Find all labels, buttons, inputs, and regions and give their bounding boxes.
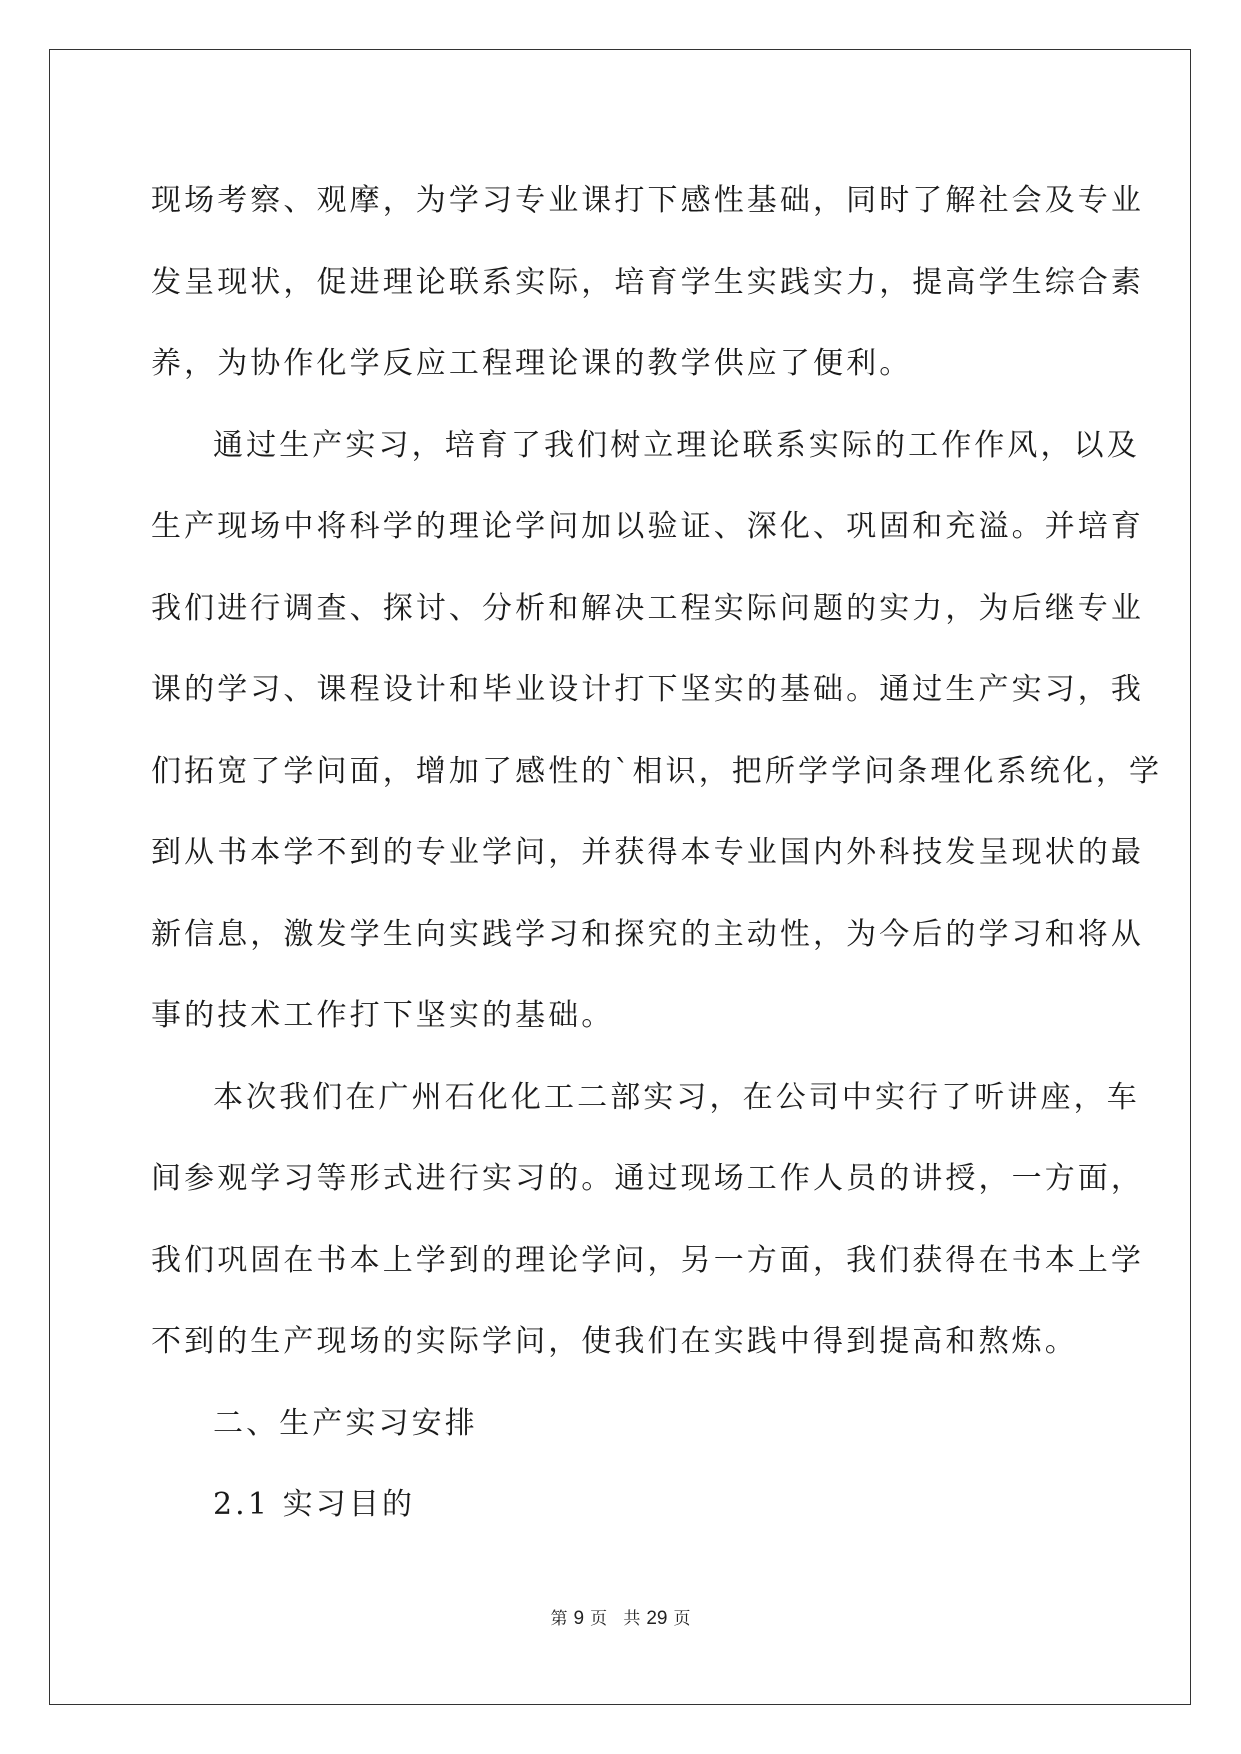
paragraph-2-line-1: 通过生产实习，培育了我们树立理论联系实际的工作作风，以及 <box>213 427 1140 463</box>
paragraph-3-line-4: 不到的生产现场的实际学问，使我们在实践中得到提高和熬炼。 <box>151 1324 1078 1359</box>
paragraph-1-line-1: 现场考察、观摩，为学习专业课打下感性基础，同时了解社会及专业 <box>151 183 1144 218</box>
paragraph-1-line-3: 养，为协作化学反应工程理论课的教学供应了便利。 <box>151 346 913 381</box>
current-page-number: 9 <box>573 1608 585 1629</box>
paragraph-2-line-6: 到从书本学不到的专业学问，并获得本专业国内外科技发呈现状的最 <box>151 835 1144 870</box>
paragraph-2-line-8: 事的技术工作打下坚实的基础。 <box>151 998 615 1033</box>
paragraph-3-line-3: 我们巩固在书本上学到的理论学问，另一方面，我们获得在书本上学 <box>151 1242 1144 1278</box>
total-page-count: 29 <box>646 1608 668 1629</box>
page-footer <box>0 1604 1241 1630</box>
paragraph-3-line-1: 本次我们在广州石化化工二部实习，在公司中实行了听讲座，车 <box>213 1079 1140 1115</box>
paragraph-2-line-4: 课的学习、课程设计和毕业设计打下坚实的基础。通过生产实习，我 <box>151 672 1144 707</box>
paragraph-2-line-2: 生产现场中将科学的理论学问加以验证、深化、巩固和充溢。并培育 <box>151 509 1144 544</box>
subsection-heading: 2.1 实习目的 <box>213 1487 416 1522</box>
total-pages-label: 共 29 页 <box>623 1608 691 1629</box>
paragraph-2-line-3: 我们进行调查、探讨、分析和解决工程实际问题的实力，为后继专业 <box>151 590 1144 626</box>
section-heading: 二、生产实习安排 <box>213 1405 478 1441</box>
paragraph-3-line-2: 间参观学习等形式进行实习的。通过现场工作人员的讲授，一方面， <box>151 1161 1144 1196</box>
paragraph-2-line-5: 们拓宽了学问面，增加了感性的`相识，把所学学问条理化系统化，学 <box>151 753 1163 789</box>
page-number-label: 第 9 页 <box>550 1608 608 1629</box>
document-body <box>151 160 1163 1546</box>
paragraph-1-line-2: 发呈现状，促进理论联系实际，培育学生实践实力，提高学生综合素 <box>151 264 1144 300</box>
paragraph-2-line-7: 新信息，激发学生向实践学习和探究的主动性，为今后的学习和将从 <box>151 916 1144 952</box>
